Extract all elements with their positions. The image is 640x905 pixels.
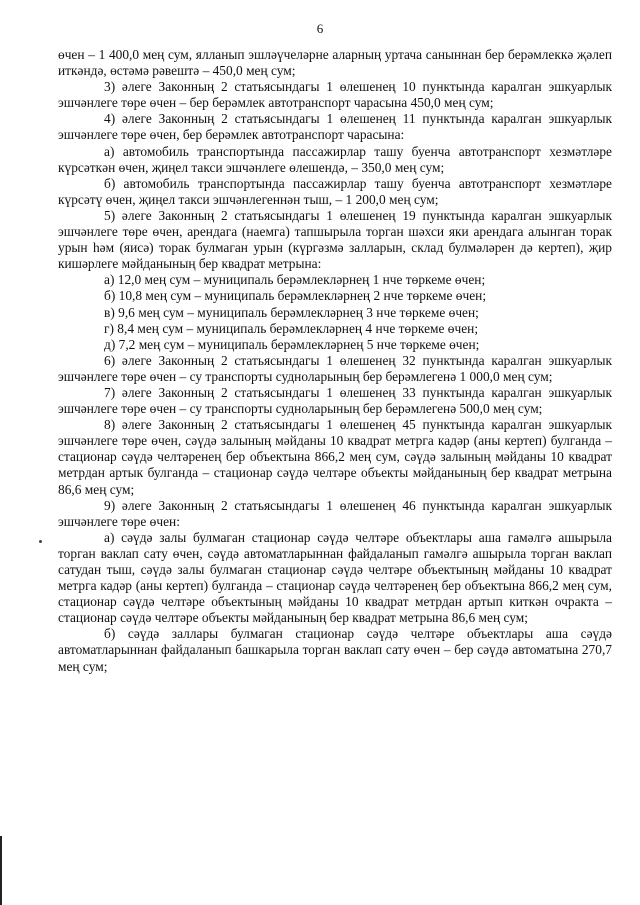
paragraph-item-5c: в) 9,6 мең сум – муниципаль берәмлекләрнең 3 нче төркеме өчен; (104, 304, 479, 320)
paragraph-item-5d: г) 8,4 мең сум – муниципаль берәмлекләрнең 4 нче төркеме өчен; (104, 320, 479, 336)
paragraph-item-7: 7) әлеге Законның 2 статьясындагы 1 өлешенең 33 пунктында каралган эшкуарлык эшчәнлеге төре өчен – су транспорты судноларының бер берәмлегенә 500,0 мең сум; (58, 384, 612, 417)
paragraph-item-5b: б) 10,8 мең сум – муниципаль берәмлекләрнең 2 нче төркеме өчен; (104, 288, 487, 304)
paragraph-item-5e: д) 7,2 мең сум – муниципаль берәмлекләрнең 5 нче төркеме өчен; (104, 336, 480, 352)
paragraph-item-5a: а) 12,0 мең сум – муниципаль берәмлекләрнең 1 нче төркеме өчен; (104, 272, 486, 288)
paragraph-item-3: 3) әлеге Законның 2 статьясындагы 1 өлешенең 10 пунктында каралган эшкуарлык эшчәнлеге төре өчен – бер берәмлек автотранспорт чарасына 450,0 мең сум; (58, 79, 612, 111)
paragraph-item-4a: а) автомобиль транспортында пассажирлар ташу буенча автотранспорт хезмәтләре күрсәткән өчен, җиңел такси эшчәнлеге өлешендә, – 350,0 мең сум; (58, 143, 612, 175)
document-body (58, 47, 612, 675)
scan-speck (39, 540, 42, 543)
paragraph-item-9a: а) сәүдә залы булмаган стационар сәүдә челтәре объектлары аша гамәлгә ашырыла торган ваклап сату өчен, сәүдә автоматларыннан файдаланып гамәлгә ашырыла торган ваклап сатудан тыш, сәүдә залы булмаган стационар сәүдә челтәре объектының мәйданы 10 квадрат метрга кадәр (аны кертеп) булганда – стационар сәүдә челтәренең бер объектына 866,2 мең сум, стационар сәүдә челтәре объектының мәйданы 10 квадрат метрдан артып киткән очракта – стационар сәүдә челтәре объекты мәйданының бер квадрат метрына 86,6 мең сум; (58, 529, 612, 626)
paragraph-item-4: 4) әлеге Законның 2 статьясындагы 1 өлешенең 11 пунктында каралган эшкуарлык эшчәнлеге төре өчен, бер берәмлек автотранспорт чарасына: (58, 111, 612, 143)
scan-edge-line (0, 836, 2, 905)
paragraph-item-6: 6) әлеге Законның 2 статьясындагы 1 өлешенең 32 пунктында каралган эшкуарлык эшчәнлеге төре өчен – су транспорты судноларының бер берәмлегенә 1 000,0 мең сум; (58, 352, 612, 384)
page-number: 6 (316, 21, 324, 36)
paragraph-item-5: 5) әлеге Законның 2 статьясындагы 1 өлешенең 19 пунктында каралган эшкуарлык эшчәнлеге төре өчен, арендага (наемга) тапшырыла торган шәхси яки арендага алынган торак урын һәм (яисә) торак булмаган урын (күргәзмә залларын, склад булмәләрен дә кертеп), җир кишәрлеге мәйданының бер квадрат метрына: (58, 207, 612, 272)
paragraph-item-8: 8) әлеге Законның 2 статьясындагы 1 өлешенең 45 пунктында каралган эшкуарлык эшчәнлеге төре өчен, сәүдә залының мәйданы 10 квадрат метрга кадәр (аны кертеп) булганда – стационар сәүдә челтәренең бер объектына 866,2 мең сум, сәүдә залының мәйданы 10 квадрат метрдан артык булганда – стационар сәүдә челтәре объекты мәйданының бер квадрат метрына 86,6 мең сум; (58, 417, 612, 497)
paragraph-item-4b: б) автомобиль транспортында пассажирлар ташу буенча автотранспорт хезмәтләре күрсәтү өчен, җиңел такси эшчәнлегеннән тыш, – 1 200,0 мең сум; (58, 175, 612, 207)
paragraph-continuation: өчен – 1 400,0 мең сум, ялланып эшләүчеләрне аларның уртача саныннан бер берәмлеккә җәлеп иткәндә, өстәмә рәвештә – 450,0 мең сум; (58, 47, 612, 79)
paragraph-item-9b: б) сәүдә заллары булмаган стационар сәүдә челтәре объектлары аша сәүдә автоматларыннан файдаланып башкарыла торган ваклап сату өчен – бер сәүдә автоматына 270,7 мең сум; (58, 626, 612, 674)
paragraph-item-9: 9) әлеге Законның 2 статьясындагы 1 өлешенең 46 пунктында каралган эшкуарлык эшчәнлеге төре өчен: (58, 497, 612, 529)
